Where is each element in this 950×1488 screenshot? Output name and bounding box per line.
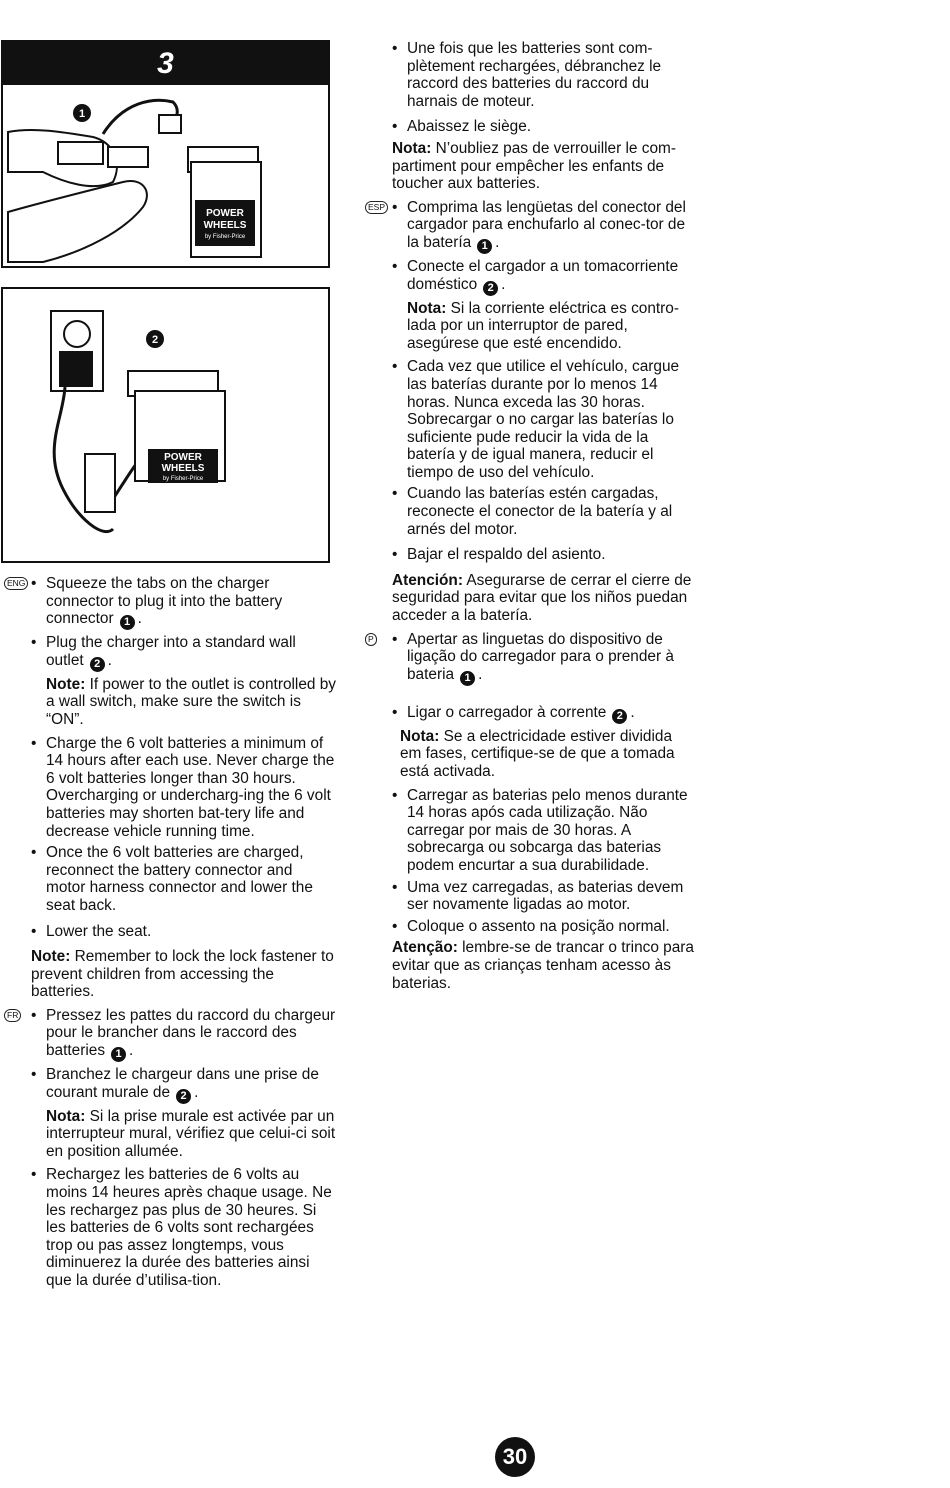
lang-tag-p: P (365, 633, 377, 646)
ref-1-icon: 1 (120, 615, 135, 630)
page-number: 30 (495, 1437, 535, 1477)
ref-1-icon: 1 (460, 671, 475, 686)
eng-note-2: Note: Remember to lock the lock fastener to prevent children from accessing the batteries. (31, 948, 334, 1001)
eng-bullet-4: • Once the 6 volt batteries are charged, reconnect the battery connector and motor harness connector and lower the seat back. (31, 844, 313, 914)
ref-1-icon: 1 (477, 239, 492, 254)
eng-note-1: Note: If power to the outlet is controlled by a wall switch, make sure the switch is “ON”. (46, 675, 336, 728)
brand-logo-1c: by Fisher-Price (204, 234, 246, 240)
eng-bullet-1: ENG • Squeeze the tabs on the charger connector to plug it into the battery connector 1 . (6, 575, 336, 630)
lang-tag-eng: ENG (4, 577, 28, 590)
p-bullet-2: • Ligar o carregador à corrente 2 . (392, 703, 635, 722)
charger-connection-illustration (3, 42, 328, 266)
brand-logo-2b: WHEELS (161, 463, 205, 474)
figure-outlet (1, 287, 330, 563)
fr-bullet-5: • Abaissez le siège. (392, 118, 532, 136)
ref-1-icon: 1 (111, 1047, 126, 1062)
fr-bullet-3: • Rechargez les batteries de 6 volts au moins 14 heures après chaque usage. Ne les rechargez pas plus de 30 heures. Si les batteries de 6 volts sont rechargées trop ou pas assez longtemps, vous diminuerez la durée des batteries ainsi que la durée d’utilisa-tion. (31, 1166, 332, 1289)
fr-bullet-4: • Une fois que les batteries sont com-plètement rechargées, débranchez le raccord des batteries du raccord du harnais de moteur. (392, 40, 662, 110)
esp-bullet-5: • Bajar el respaldo del asiento. (392, 546, 606, 564)
p-attention: Atenção: lembre-se de trancar o trinco para evitar que as crianças tenham acesso às baterias. (392, 939, 694, 992)
esp-bullet-3: • Cada vez que utilice el vehículo, cargue las baterías durante por lo menos 14 horas. Nunca exceda las 30 horas. Sobrecargar o no cargar las baterías lo suficiente pude reducir la vida de la batería y de igual manera, reducir el tiempo de uso del vehículo. (392, 358, 680, 481)
p-bullet-3: • Carregar as baterias pelo menos durante 14 horas após cada utilização. Não carregar por mais de 30 horas. A sobrecarga ou sobcarga das baterias podem encurtar a sua durabilidade. (392, 786, 688, 874)
lang-tag-fr: FR (4, 1009, 21, 1022)
brand-logo-2c: by Fisher-Price (162, 476, 204, 482)
callout-2: 2 (151, 334, 159, 346)
esp-bullet-1: ESP • Comprima las lengüetas del conector del cargador para enchufarlo al conec-tor de la batería 1 . (367, 199, 697, 254)
step-number: 3 (3, 42, 328, 85)
ref-2-icon: 2 (612, 709, 627, 724)
lang-tag-esp: ESP (365, 201, 388, 214)
p-bullet-1: P • Apertar as linguetas do dispositivo de ligação do carregador para o prender à bateria 1 . (367, 631, 697, 686)
p-bullet-5: • Coloque o assento na posição normal. (392, 917, 670, 935)
brand-logo-1b: WHEELS (203, 220, 247, 231)
p-note-1: Nota: Se a electricidade estiver dividida em fases, certifique-se de que a tomada está activada. (400, 727, 675, 780)
wall-outlet-illustration (3, 289, 328, 561)
esp-attention: Atención: Asegurarse de cerrar el cierre de seguridad para evitar que los niños puedan acceder a la batería. (392, 571, 692, 625)
fr-note-1: Nota: Si la prise murale est activée par un interrupteur mural, vérifiez que celui-ci soit en position allumée. (46, 1107, 336, 1160)
right-column (367, 40, 697, 998)
eng-text-1: Squeeze the tabs on the charger connector to plug it into the battery connector (46, 575, 283, 628)
eng-bullet-3: • Charge the 6 volt batteries a minimum of 14 hours after each use. Never charge the 6 volt batteries longer than 30 hours. Overcharging or undercharg-ing the 6 volt batteries may shorten bat-tery life and decrease vehicle running time. (31, 734, 335, 840)
fr-bullet-1: FR • Pressez les pattes du raccord du chargeur pour le brancher dans le raccord des batteries 1 . (6, 1007, 336, 1062)
eng-bullet-5: • Lower the seat. (31, 922, 152, 940)
eng-text-2: Plug the charger into a standard wall outlet (46, 634, 296, 669)
esp-note-1: Nota: Si la corriente eléctrica es contro-lada por un interruptor de pared, asegúrese que esté encendido. (407, 299, 679, 352)
esp-bullet-2: • Conecte el cargador a un tomacorriente doméstico 2 . (392, 257, 679, 294)
left-column (6, 575, 336, 1294)
callout-1: 1 (78, 108, 86, 120)
ref-2-icon: 2 (90, 657, 105, 672)
fr-note-2: Nota: N’oubliez pas de verrouiller le com-partiment pour empêcher les enfants de toucher aux batteries. (392, 139, 676, 193)
brand-logo-2a: POWER (164, 452, 202, 463)
ref-2-icon: 2 (483, 281, 498, 296)
esp-bullet-4: • Cuando las baterías estén cargadas, reconecte el conector de la batería y al arnés del motor. (392, 485, 673, 538)
eng-bullet-2: • Plug the charger into a standard wall outlet 2 . (31, 634, 296, 670)
ref-2-icon: 2 (176, 1089, 191, 1104)
fr-bullet-2: • Branchez le chargeur dans une prise de courant murale de 2 . (31, 1066, 319, 1102)
figure-step-3 (1, 40, 330, 268)
brand-logo-1a: POWER (206, 208, 244, 219)
p-bullet-4: • Uma vez carregadas, as baterias devem ser novamente ligadas ao motor. (392, 878, 684, 914)
